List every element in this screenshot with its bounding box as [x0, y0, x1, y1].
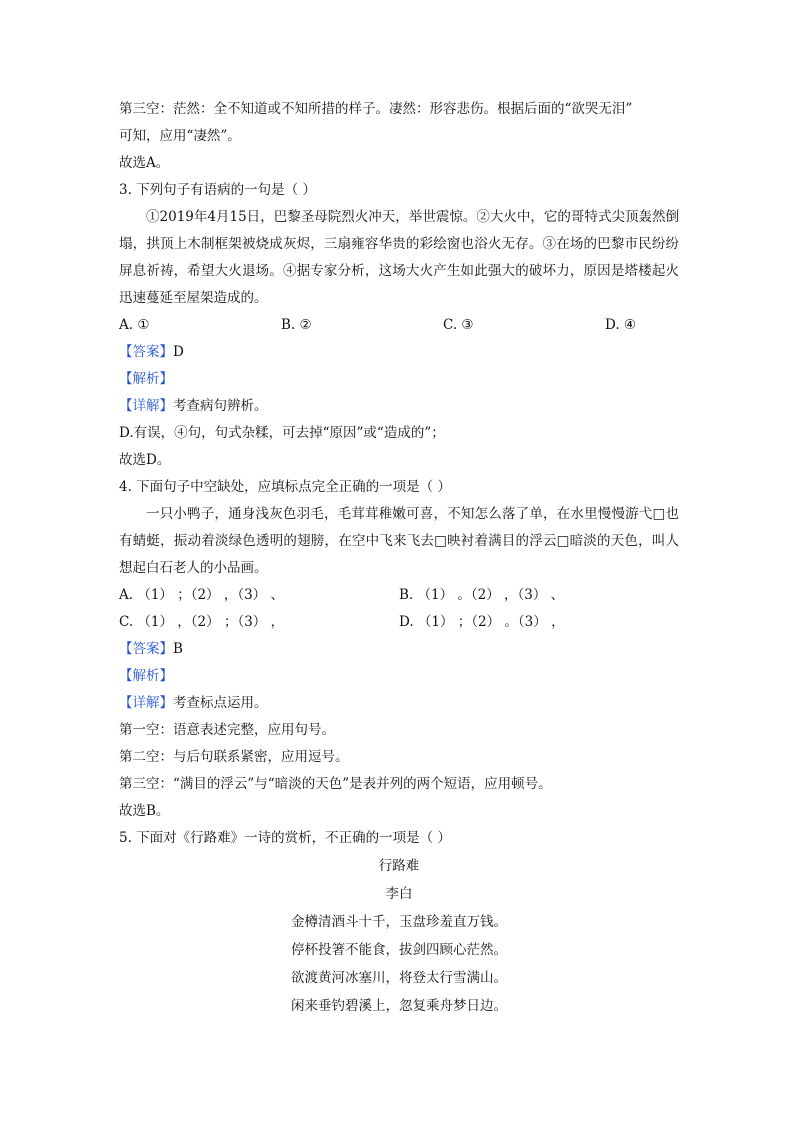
poem-line-2: 停杯投箸不能食，拔剑四顾心茫然。: [291, 942, 507, 958]
detail-tag: 【详解】: [119, 398, 173, 414]
analysis-tag: 【解析】: [119, 668, 173, 684]
poem-line-4: 闲来垂钓碧溪上，忽复乘舟梦日边。: [291, 998, 507, 1014]
q4-option-c: C. （1） ，（2） ；（3） ，: [119, 614, 285, 630]
detail-text: 考查标点运用。: [173, 695, 268, 711]
q3-option-b: B. ②: [281, 317, 312, 333]
poem-title: 行路难: [378, 858, 420, 874]
q4-blank-2: 第二空：与后句联系紧密，应用逗号。: [119, 749, 349, 765]
prev-answer-line-1: 第三空：茫然：全不知道或不知所措的样子。凄然：形容悲伤。根据后面的“欲哭无泪”: [119, 101, 633, 117]
q3-option-c: C. ③: [443, 317, 474, 333]
q4-conclusion: 故选B。: [119, 803, 170, 819]
q3-option-a: A. ①: [119, 317, 150, 333]
poem-author: 李白: [385, 886, 413, 902]
q4-detail: [119, 690, 679, 717]
q4-blank-1: 第一空：语意表述完整，应用句号。: [119, 722, 335, 738]
prev-answer-line-2: 可知，应用“凄然”。: [119, 128, 241, 144]
answer-tag: 【答案】: [119, 344, 173, 360]
poem-line-1: 金樽清酒斗十千，玉盘珍羞直万钱。: [291, 914, 507, 930]
q3-analysis: [119, 366, 679, 393]
q5-stem: 5. 下面对《行路难》一诗的赏析，不正确的一项是（ ）: [119, 830, 451, 846]
q4-option-a: A. （1） ；（2） ，（3） 、: [119, 587, 284, 603]
q4-option-b: B. （1） 。（2） ，（3） 、: [399, 587, 565, 603]
answer-value: D: [173, 344, 184, 360]
q3-explain: D.有误，④句，句式杂糅，可去掉“原因”或“造成的”；: [119, 425, 445, 441]
q4-blank-3: 第三空：“满目的浮云”与“暗淡的天色”是表并列的两个短语，应用顿号。: [119, 776, 552, 792]
q3-conclusion: 故选D。: [119, 452, 171, 468]
document-page: [119, 96, 679, 1020]
q4-passage: 一只小鸭子，通身浅灰色羽毛，毛茸茸稚嫩可喜，不知怎么落了单，在水里慢慢游弋□也有蜻蜓，振动着淡绿色透明的翅膀，在空中飞来飞去□映衬着满目的浮云□暗淡的天色，叫人想起白石老人的小品画。: [119, 506, 679, 576]
q4-analysis: [119, 663, 679, 690]
detail-tag: 【详解】: [119, 695, 173, 711]
q4-options-row-2: [119, 609, 679, 636]
answer-value: B: [173, 641, 183, 657]
q3-stem: 3. 下列句子有语病的一句是（ ）: [119, 182, 316, 198]
q3-options: [119, 312, 679, 339]
answer-tag: 【答案】: [119, 641, 173, 657]
q3-detail: [119, 393, 679, 420]
q3-option-d: D. ④: [605, 317, 637, 333]
q4-answer: [119, 636, 679, 663]
q4-options-row-1: [119, 582, 679, 609]
poem-line-3: 欲渡黄河冰塞川，将登太行雪满山。: [291, 970, 507, 986]
q3-passage: ①2019年4月15日，巴黎圣母院烈火冲天，举世震惊。②大火中，它的哥特式尖顶轰然倒塌，拱顶上木制框架被烧成灰烬，三扇雍容华贵的彩绘窗也浴火无存。③在场的巴黎市民纷纷屏息祈祷，希望大火退场。④据专家分析，这场大火产生如此强大的破坏力，原因是塔楼起火迅速蔓延至屋架造成的。: [119, 209, 679, 306]
detail-text: 考查病句辨析。: [173, 398, 268, 414]
analysis-tag: 【解析】: [119, 371, 173, 387]
q4-option-d: D. （1） ；（2） 。（3） ，: [399, 614, 565, 630]
prev-conclusion: 故选A。: [119, 155, 170, 171]
q3-answer: [119, 339, 679, 366]
q4-stem: 4. 下面句子中空缺处，应填标点完全正确的一项是（ ）: [119, 479, 451, 495]
